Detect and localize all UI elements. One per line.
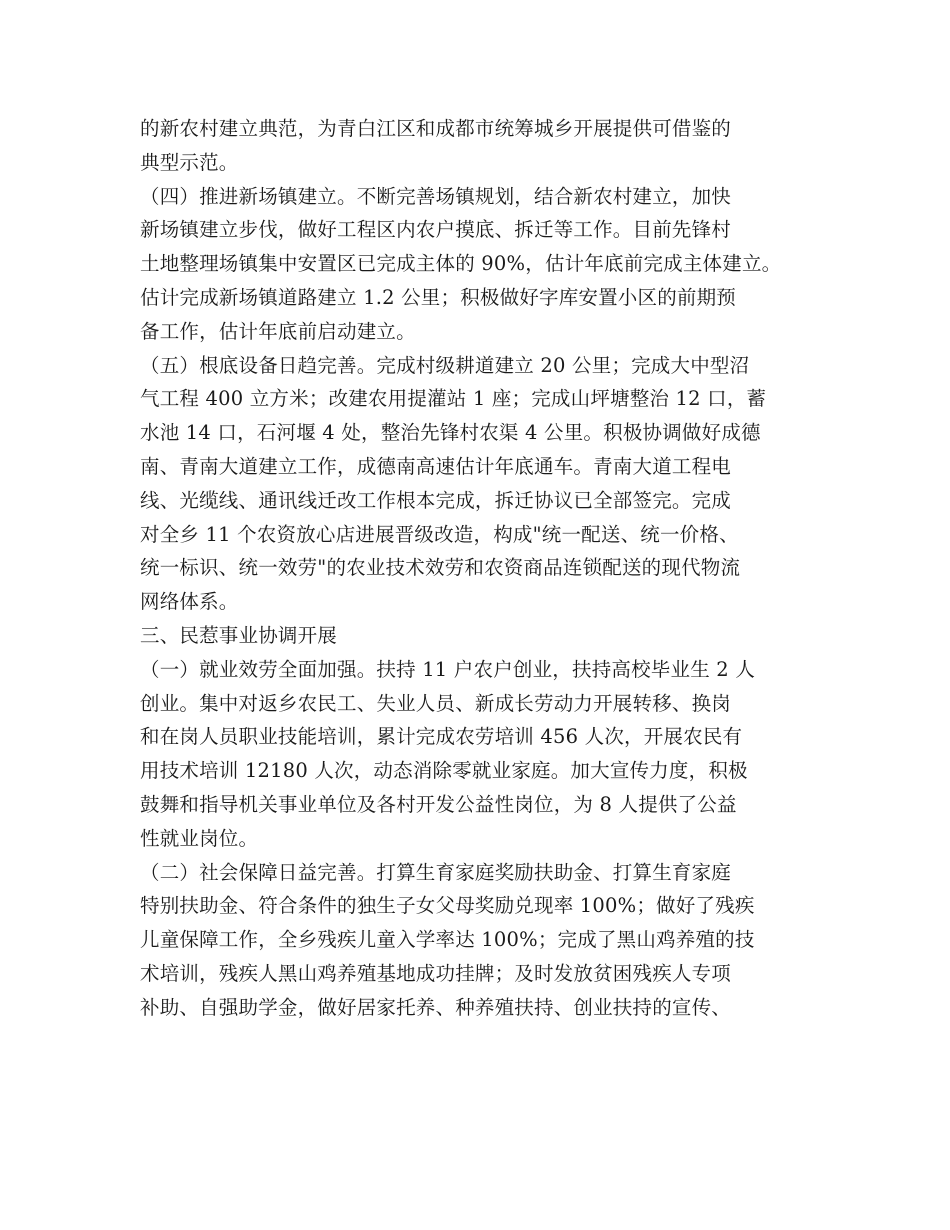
text-line: 典型示范。 — [140, 150, 239, 174]
document-body — [140, 112, 830, 1025]
text-line: （四）推进新场镇建立。不断完善场镇规划，结合新农村建立，加快 — [140, 184, 732, 208]
text-line: 水池 14 口，石河堰 4 处，整治先锋村农渠 4 公里。积极协调做好成德 — [140, 421, 761, 445]
text-line: 气工程 400 立方米；改建农用提灌站 1 座；完成山坪塘整治 12 口，蓄 — [140, 387, 767, 411]
text-line: 创业。集中对返乡农民工、失业人员、新成长劳动力开展转移、换岗 — [140, 691, 732, 715]
text-line: （二）社会保障日益完善。打算生育家庭奖励扶助金、打算生育家庭 — [140, 860, 732, 884]
text-line: 新场镇建立步伐，做好工程区内农户摸底、拆迁等工作。目前先锋村 — [140, 218, 732, 242]
text-line: 土地整理场镇集中安置区已完成主体的 90%，估计年底前完成主体建立。 — [140, 252, 782, 276]
text-line: 备工作，估计年底前启动建立。 — [140, 319, 416, 343]
text-line: 统一标识、统一效劳"的农业技术效劳和农资商品连锁配送的现代物流 — [140, 556, 741, 580]
text-line: 性就业岗位。 — [140, 826, 259, 850]
text-line: 鼓舞和指导机关事业单位及各村开发公益性岗位，为 8 人提供了公益 — [140, 792, 737, 816]
text-line: （五）根底设备日趋完善。完成村级耕道建立 20 公里；完成大中型沼 — [140, 353, 750, 377]
text-line: 线、光缆线、通讯线迁改工作根本完成，拆迁协议已全部签完。完成 — [140, 488, 732, 512]
text-line: 特别扶助金、符合条件的独生子女父母奖励兑现率 100%；做好了残疾 — [140, 894, 755, 918]
text-line: 的新农村建立典范，为青白江区和成都市统筹城乡开展提供可借鉴的 — [140, 117, 732, 140]
text-line: 术培训，残疾人黑山鸡养殖基地成功挂牌；及时发放贫困残疾人专项 — [140, 961, 732, 985]
text-line: 网络体系。 — [140, 590, 239, 614]
section-heading: 三、民惹事业协调开展 — [140, 623, 338, 647]
text-line: 补助、自强助学金，做好居家托养、种养殖扶持、创业扶持的宣传、 — [140, 995, 732, 1019]
text-line: 南、青南大道建立工作，成德南高速估计年底通车。青南大道工程电 — [140, 454, 732, 478]
text-line: 对全乡 11 个农资放心店进展晋级改造，构成"统一配送、统一价格、 — [140, 522, 739, 546]
text-line: 儿童保障工作，全乡残疾儿童入学率达 100%；完成了黑山鸡养殖的技 — [140, 928, 755, 952]
text-line: 估计完成新场镇道路建立 1.2 公里；积极做好字库安置小区的前期预 — [140, 285, 737, 309]
text-line: 用技术培训 12180 人次，动态消除零就业家庭。加大宣传力度，积极 — [140, 759, 748, 783]
text-line: （一）就业效劳全面加强。扶持 11 户农户创业，扶持高校毕业生 2 人 — [140, 657, 756, 681]
text-line: 和在岗人员职业技能培训，累计完成农劳培训 456 人次，开展农民有 — [140, 725, 743, 749]
